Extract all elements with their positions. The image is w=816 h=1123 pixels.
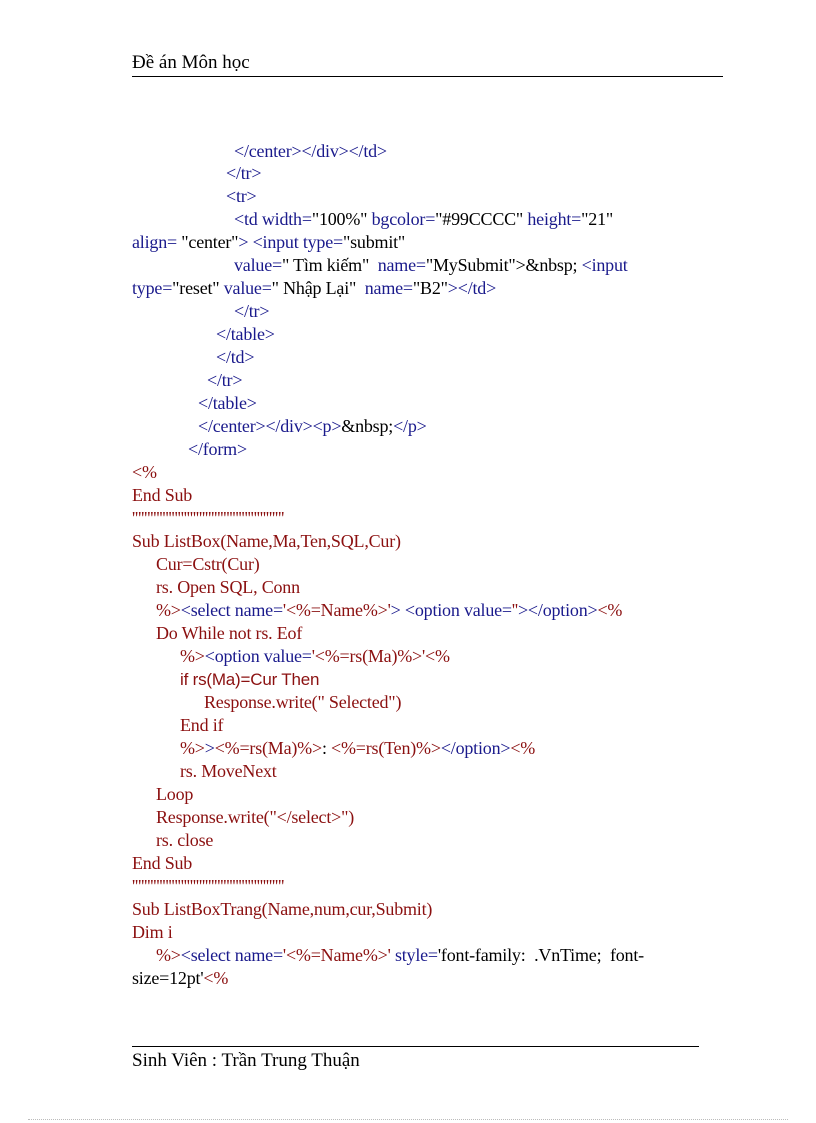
code-line [132,852,192,874]
code-token: </td> [216,347,255,367]
code-token: Response.write(" Selected") [204,692,402,712]
code-token: >&nbsp; [515,255,582,275]
code-line [207,369,242,391]
code-token: "reset" [172,278,220,298]
code-line [180,668,319,690]
code-token: style= [390,945,438,965]
code-token: %> [156,945,181,965]
code-token: </p> [393,416,427,436]
code-token: : [321,738,332,758]
code-token: size=12pt' [132,968,204,988]
code-line [132,231,405,253]
code-line [132,507,284,529]
code-token: '<%=Name%>' [282,600,391,620]
code-token: %> [180,646,205,666]
code-line [132,898,432,920]
header-title: Đề án Môn học [132,52,250,73]
code-token: ></td> [447,278,497,298]
code-token: "submit" [342,232,406,252]
code-token: value= [234,255,282,275]
code-token: <%=rs(Ten)%> [331,738,441,758]
code-line [132,967,228,989]
code-line [216,323,275,345]
code-token: name= [369,255,426,275]
footer-author: Sinh Viên : Trần Trung Thuận [132,1050,360,1071]
code-token: </tr> [207,370,243,390]
code-token: '''''''''''''''''''''''''''''''''''''''''''''''''' [132,508,285,528]
code-line [132,461,157,483]
code-token: Cur=Cstr(Cur) [156,554,260,574]
code-token: > [204,738,215,758]
code-token: Sub ListBoxTrang(Name,num,cur,Submit) [132,899,433,919]
code-token: '<%=Name%>' [282,945,391,965]
code-line [198,415,427,437]
code-token: value= [219,278,272,298]
code-token: <input [581,255,628,275]
code-token: height= [523,209,582,229]
code-line [188,438,247,460]
code-line [234,208,613,230]
code-line [156,576,300,598]
code-token: rs. close [156,830,214,850]
code-token: " Tìm kiếm" [281,255,370,275]
code-line [180,645,450,667]
code-token: <% [597,600,623,620]
code-token: </table> [216,324,275,344]
code-line [234,300,269,322]
code-token: '''''''''''''''''''''''''''''''''''''''''''''''''' [132,876,285,896]
code-token: Loop [156,784,194,804]
code-line [156,783,193,805]
code-line [234,254,628,276]
code-token: ></option> [517,600,598,620]
code-token: rs. Open SQL, Conn [156,577,300,597]
code-line [180,760,277,782]
code-token: > <input type= [238,232,343,252]
page-header [132,52,723,77]
code-token: <% [203,968,229,988]
code-token: '' [511,600,518,620]
footer-rule [132,1046,699,1047]
code-token: End if [180,715,224,735]
code-token: End Sub [132,853,193,873]
code-line [226,162,261,184]
code-token: <% [132,462,157,482]
page-bottom-border [28,1119,788,1120]
code-token: <%=rs(Ma)%> [214,738,322,758]
code-token: align= [132,232,177,252]
code-line [226,185,257,207]
code-line [156,622,302,644]
code-token: rs. MoveNext [180,761,277,781]
code-line [156,944,644,966]
code-token: <select name= [180,945,283,965]
code-line [156,553,260,575]
code-line [180,714,223,736]
code-token: </tr> [234,301,270,321]
code-token: <tr> [226,186,257,206]
code-token: </tr> [226,163,262,183]
code-token: <select name= [180,600,283,620]
code-token: %> [156,600,181,620]
code-token: "21" [581,209,614,229]
code-token: </table> [198,393,257,413]
code-token: 'font-family: .VnTime; font- [437,945,644,965]
code-token: Response.write("</select>") [156,807,355,827]
code-token: "B2" [412,278,448,298]
code-token: type= [132,278,173,298]
code-token: Sub ListBox(Name,Ma,Ten,SQL,Cur) [132,531,401,551]
code-token: <option value= [204,646,312,666]
code-token: </center></div></td> [234,141,387,161]
code-token: </option> [440,738,511,758]
code-line [132,530,401,552]
code-token: > <option value= [390,600,512,620]
code-line [198,392,257,414]
code-line [204,691,401,713]
code-token: " Nhập Lại" [271,278,357,298]
code-line [156,599,622,621]
code-token: </form> [188,439,247,459]
code-token: "#99CCCC" [435,209,524,229]
code-token: &nbsp; [341,416,394,436]
code-token: "MySubmit" [425,255,516,275]
code-line [234,140,387,162]
code-token: Dim i [132,922,173,942]
code-token: <% [425,646,450,666]
code-token: <% [510,738,536,758]
code-token: "100%" [311,209,368,229]
code-line [132,277,496,299]
code-line [216,346,254,368]
code-token: "center" [176,232,239,252]
code-line [132,484,192,506]
code-line [156,806,354,828]
code-line [132,921,173,943]
code-line [132,875,284,897]
code-token: bgcolor= [367,209,436,229]
code-token: '<%=rs(Ma)%>' [311,646,426,666]
code-line [156,829,213,851]
code-token: End Sub [132,485,193,505]
code-token: </center></div><p> [198,416,342,436]
code-line [180,737,535,759]
code-token: name= [356,278,413,298]
code-token: <td width= [234,209,312,229]
code-token: Do While not rs. Eof [156,623,303,643]
code-token: if rs(Ma)=Cur Then [180,670,320,689]
code-token: %> [180,738,205,758]
